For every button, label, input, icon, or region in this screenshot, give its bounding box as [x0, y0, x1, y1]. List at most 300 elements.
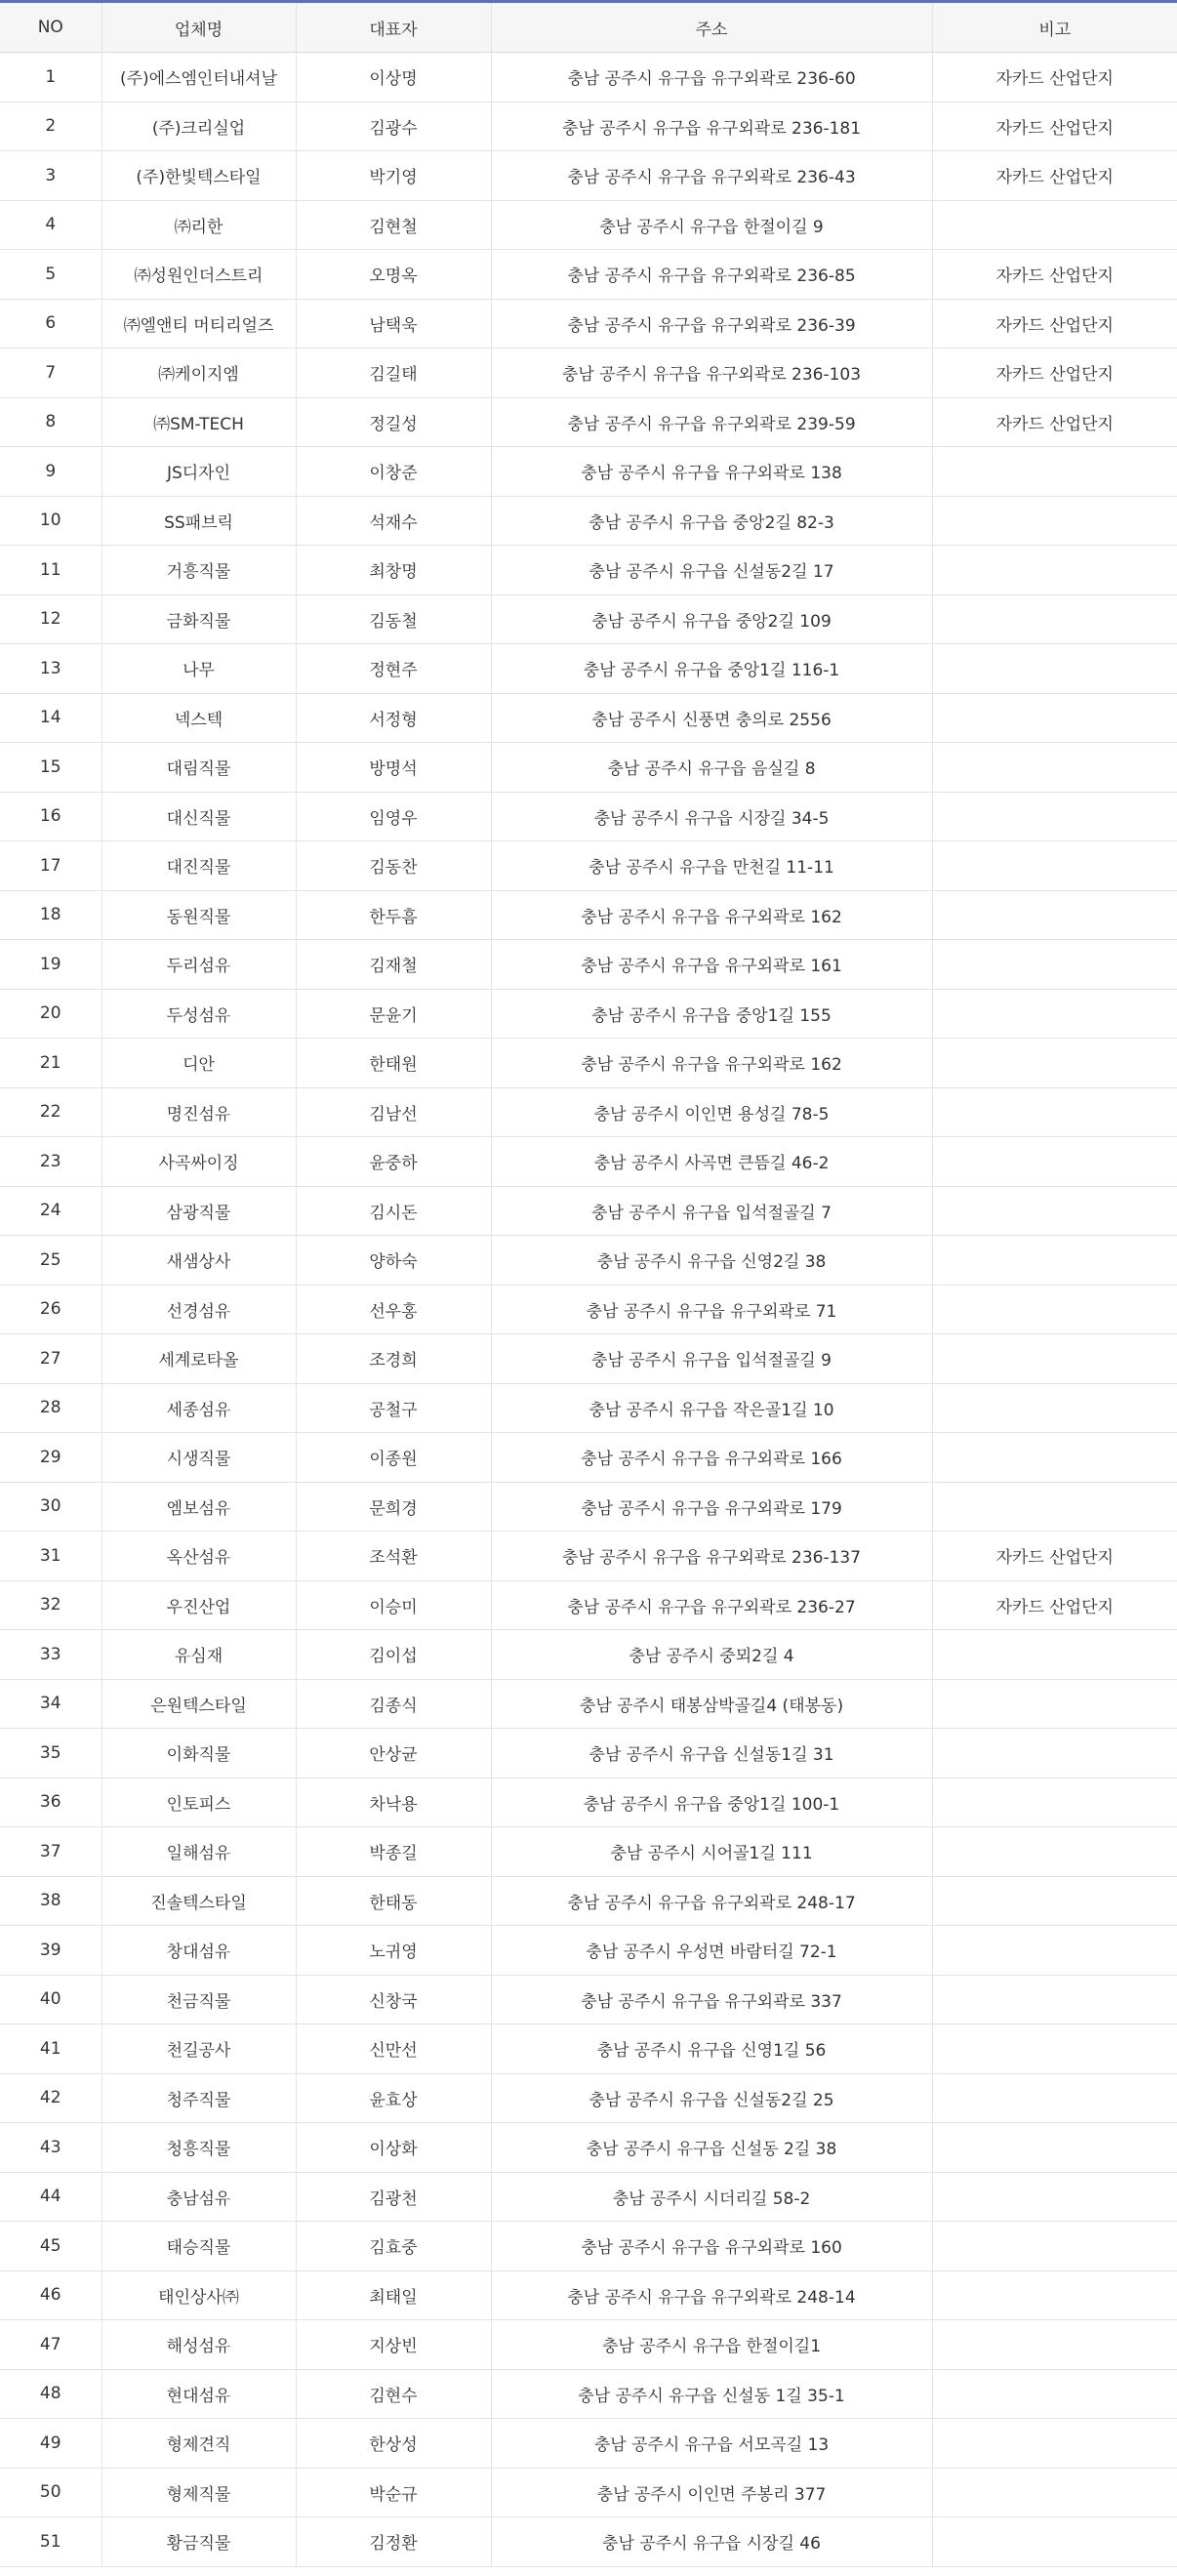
- cell-address: 충남 공주시 유구읍 유구외곽로 162: [491, 890, 932, 940]
- cell-company-name: 선경섬유: [101, 1285, 296, 1334]
- table-row: [0, 151, 1177, 201]
- cell-company-name: 태인상사㈜: [101, 2270, 296, 2320]
- cell-no: 29: [0, 1433, 101, 1483]
- cell-note: 자카드 산업단지: [932, 1580, 1177, 1630]
- cell-address: 충남 공주시 유구읍 한절이길 9: [491, 200, 932, 250]
- cell-address: 충남 공주시 유구읍 유구외곽로 179: [491, 1482, 932, 1532]
- table-row: [0, 1580, 1177, 1630]
- table-header: [0, 2, 1177, 53]
- cell-company-name: 두리섬유: [101, 940, 296, 990]
- cell-representative: 신만선: [296, 2024, 491, 2074]
- cell-address: 충남 공주시 유구읍 신설동2길 25: [491, 2073, 932, 2123]
- cell-representative: 김광천: [296, 2172, 491, 2222]
- cell-representative: 오명옥: [296, 250, 491, 300]
- table-row: [0, 1285, 1177, 1334]
- cell-no: 4: [0, 200, 101, 250]
- cell-note: [932, 594, 1177, 644]
- table-row: [0, 2024, 1177, 2074]
- table-row: [0, 2270, 1177, 2320]
- cell-company-name: 충남섬유: [101, 2172, 296, 2222]
- cell-no: 3: [0, 151, 101, 201]
- cell-no: 30: [0, 1482, 101, 1532]
- cell-representative: 김광수: [296, 102, 491, 151]
- cell-note: 자카드 산업단지: [932, 348, 1177, 398]
- cell-note: [932, 200, 1177, 250]
- cell-address: 충남 공주시 우성면 바람터길 72-1: [491, 1926, 932, 1976]
- cell-note: [932, 644, 1177, 694]
- cell-company-name: ㈜리한: [101, 200, 296, 250]
- cell-representative: 김시돈: [296, 1186, 491, 1236]
- cell-company-name: 유심재: [101, 1630, 296, 1680]
- table-row: [0, 693, 1177, 743]
- table-row: [0, 1186, 1177, 1236]
- cell-note: [932, 1285, 1177, 1334]
- cell-address: 충남 공주시 유구읍 신설동 2길 38: [491, 2123, 932, 2173]
- cell-address: 충남 공주시 유구읍 유구외곽로 248-14: [491, 2270, 932, 2320]
- cell-company-name: ㈜SM-TECH: [101, 397, 296, 447]
- cell-company-name: JS디자인: [101, 447, 296, 497]
- cell-note: [932, 2123, 1177, 2173]
- cell-representative: 남택욱: [296, 299, 491, 348]
- table-row: [0, 1236, 1177, 1286]
- cell-representative: 이창준: [296, 447, 491, 497]
- cell-note: [932, 1236, 1177, 1286]
- cell-no: 9: [0, 447, 101, 497]
- table-row: [0, 1729, 1177, 1779]
- cell-no: 24: [0, 1186, 101, 1236]
- cell-no: 25: [0, 1236, 101, 1286]
- cell-note: [932, 2073, 1177, 2123]
- table-row: [0, 1137, 1177, 1187]
- cell-address: 충남 공주시 시어골1길 111: [491, 1827, 932, 1877]
- cell-address: 충남 공주시 유구읍 중앙2길 82-3: [491, 496, 932, 546]
- cell-company-name: (주)에스엠인터내셔날: [101, 53, 296, 102]
- cell-representative: 이상화: [296, 2123, 491, 2173]
- cell-note: [932, 693, 1177, 743]
- table-row: [0, 841, 1177, 891]
- cell-no: 39: [0, 1926, 101, 1976]
- cell-representative: 이종원: [296, 1433, 491, 1483]
- cell-address: 충남 공주시 유구읍 신영2길 38: [491, 1236, 932, 1286]
- cell-no: 1: [0, 53, 101, 102]
- table-row: [0, 890, 1177, 940]
- cell-address: 충남 공주시 유구읍 유구외곽로 236-103: [491, 348, 932, 398]
- cell-note: [932, 447, 1177, 497]
- cell-no: 50: [0, 2468, 101, 2517]
- header-representative: 대표자: [296, 2, 491, 53]
- cell-company-name: 대진직물: [101, 841, 296, 891]
- cell-company-name: 엠보섬유: [101, 1482, 296, 1532]
- cell-address: 충남 공주시 유구읍 유구외곽로 236-43: [491, 151, 932, 201]
- cell-company-name: 해성섬유: [101, 2320, 296, 2370]
- cell-address: 충남 공주시 유구읍 중앙1길 100-1: [491, 1778, 932, 1827]
- cell-no: 21: [0, 1039, 101, 1088]
- table-row: [0, 2320, 1177, 2370]
- cell-representative: 박기영: [296, 151, 491, 201]
- cell-representative: 김동철: [296, 594, 491, 644]
- cell-representative: 한두흠: [296, 890, 491, 940]
- cell-company-name: 인토피스: [101, 1778, 296, 1827]
- header-no: NO: [0, 2, 101, 53]
- cell-representative: 한태원: [296, 1039, 491, 1088]
- cell-company-name: 대림직물: [101, 743, 296, 793]
- cell-representative: 이승미: [296, 1580, 491, 1630]
- cell-company-name: 청주직물: [101, 2073, 296, 2123]
- table-row: [0, 792, 1177, 841]
- table-row: [0, 1876, 1177, 1926]
- cell-no: 23: [0, 1137, 101, 1187]
- cell-address: 충남 공주시 이인면 용성길 78-5: [491, 1087, 932, 1137]
- cell-address: 충남 공주시 사곡면 큰뜸길 46-2: [491, 1137, 932, 1187]
- cell-note: [932, 743, 1177, 793]
- cell-representative: 김재철: [296, 940, 491, 990]
- cell-representative: 문희경: [296, 1482, 491, 1532]
- table-row: [0, 1087, 1177, 1137]
- cell-address: 충남 공주시 유구읍 유구외곽로 160: [491, 2222, 932, 2271]
- cell-note: [932, 1482, 1177, 1532]
- table-row: [0, 1630, 1177, 1680]
- header-note: 비고: [932, 2, 1177, 53]
- cell-address: 충남 공주시 유구읍 시장길 46: [491, 2517, 932, 2567]
- cell-address: 충남 공주시 유구읍 유구외곽로 236-60: [491, 53, 932, 102]
- cell-note: [932, 1729, 1177, 1779]
- cell-company-name: 황금직물: [101, 2517, 296, 2567]
- table-row: [0, 594, 1177, 644]
- cell-address: 충남 공주시 유구읍 유구외곽로 236-27: [491, 1580, 932, 1630]
- cell-no: 18: [0, 890, 101, 940]
- cell-address: 충남 공주시 유구읍 유구외곽로 236-181: [491, 102, 932, 151]
- table-row: [0, 1482, 1177, 1532]
- cell-no: 41: [0, 2024, 101, 2074]
- table-row: [0, 348, 1177, 398]
- cell-note: [932, 2517, 1177, 2567]
- cell-no: 37: [0, 1827, 101, 1877]
- cell-note: 자카드 산업단지: [932, 151, 1177, 201]
- cell-note: [932, 841, 1177, 891]
- cell-no: 35: [0, 1729, 101, 1779]
- cell-representative: 정길성: [296, 397, 491, 447]
- cell-company-name: 디안: [101, 1039, 296, 1088]
- cell-note: 자카드 산업단지: [932, 1532, 1177, 1581]
- cell-company-name: 세계로타올: [101, 1334, 296, 1384]
- cell-company-name: 거흥직물: [101, 546, 296, 595]
- cell-company-name: 태승직물: [101, 2222, 296, 2271]
- table-row: [0, 102, 1177, 151]
- cell-note: [932, 2369, 1177, 2419]
- cell-company-name: (주)크리실업: [101, 102, 296, 151]
- cell-address: 충남 공주시 유구읍 유구외곽로 166: [491, 1433, 932, 1483]
- cell-company-name: 청흥직물: [101, 2123, 296, 2173]
- cell-address: 충남 공주시 유구읍 중앙1길 116-1: [491, 644, 932, 694]
- cell-address: 충남 공주시 유구읍 유구외곽로 248-17: [491, 1876, 932, 1926]
- cell-company-name: 이화직물: [101, 1729, 296, 1779]
- cell-company-name: 진솔텍스타일: [101, 1876, 296, 1926]
- cell-no: 8: [0, 397, 101, 447]
- cell-address: 충남 공주시 태봉삼박골길4 (태봉동): [491, 1679, 932, 1729]
- cell-representative: 한태동: [296, 1876, 491, 1926]
- cell-address: 충남 공주시 유구읍 서모곡길 13: [491, 2419, 932, 2469]
- table-row: [0, 1679, 1177, 1729]
- cell-company-name: ㈜성원인더스트리: [101, 250, 296, 300]
- cell-no: 43: [0, 2123, 101, 2173]
- cell-address: 충남 공주시 유구읍 유구외곽로 236-85: [491, 250, 932, 300]
- cell-note: [932, 1383, 1177, 1433]
- cell-representative: 김효중: [296, 2222, 491, 2271]
- cell-no: 16: [0, 792, 101, 841]
- cell-no: 31: [0, 1532, 101, 1581]
- cell-note: [932, 1039, 1177, 1088]
- cell-company-name: SS패브릭: [101, 496, 296, 546]
- cell-representative: 최창명: [296, 546, 491, 595]
- cell-no: 36: [0, 1778, 101, 1827]
- table-row: [0, 53, 1177, 102]
- cell-representative: 조석환: [296, 1532, 491, 1581]
- cell-company-name: 형제견직: [101, 2419, 296, 2469]
- cell-company-name: 넥스텍: [101, 693, 296, 743]
- cell-note: [932, 1778, 1177, 1827]
- table-row: [0, 2419, 1177, 2469]
- cell-note: [932, 1827, 1177, 1877]
- table-row: [0, 2123, 1177, 2173]
- table-row: [0, 1975, 1177, 2024]
- cell-representative: 김현철: [296, 200, 491, 250]
- cell-representative: 김이섭: [296, 1630, 491, 1680]
- cell-representative: 박순규: [296, 2468, 491, 2517]
- table-row: [0, 2468, 1177, 2517]
- cell-no: 49: [0, 2419, 101, 2469]
- cell-no: 51: [0, 2517, 101, 2567]
- cell-note: [932, 1876, 1177, 1926]
- cell-address: 충남 공주시 유구읍 신설동 1길 35-1: [491, 2369, 932, 2419]
- cell-company-name: ㈜케이지엠: [101, 348, 296, 398]
- cell-representative: 김남선: [296, 1087, 491, 1137]
- cell-company-name: 사곡싸이징: [101, 1137, 296, 1187]
- cell-note: 자카드 산업단지: [932, 397, 1177, 447]
- cell-company-name: 천길공사: [101, 2024, 296, 2074]
- cell-address: 충남 공주시 유구읍 신영1길 56: [491, 2024, 932, 2074]
- table-row: [0, 496, 1177, 546]
- header-address: 주소: [491, 2, 932, 53]
- cell-representative: 윤중하: [296, 1137, 491, 1187]
- table-row: [0, 644, 1177, 694]
- cell-company-name: 시생직물: [101, 1433, 296, 1483]
- cell-no: 27: [0, 1334, 101, 1384]
- cell-address: 충남 공주시 유구읍 유구외곽로 71: [491, 1285, 932, 1334]
- cell-note: [932, 2270, 1177, 2320]
- cell-representative: 선우홍: [296, 1285, 491, 1334]
- cell-company-name: 금화직물: [101, 594, 296, 644]
- header-company-name: 업체명: [101, 2, 296, 53]
- cell-representative: 최태일: [296, 2270, 491, 2320]
- cell-company-name: 삼광직물: [101, 1186, 296, 1236]
- cell-no: 13: [0, 644, 101, 694]
- cell-representative: 김현수: [296, 2369, 491, 2419]
- cell-note: [932, 940, 1177, 990]
- cell-address: 충남 공주시 유구읍 유구외곽로 162: [491, 1039, 932, 1088]
- cell-note: 자카드 산업단지: [932, 250, 1177, 300]
- cell-address: 충남 공주시 유구읍 유구외곽로 236-39: [491, 299, 932, 348]
- cell-no: 48: [0, 2369, 101, 2419]
- cell-company-name: 나무: [101, 644, 296, 694]
- cell-no: 32: [0, 1580, 101, 1630]
- table-row: [0, 1926, 1177, 1976]
- cell-company-name: 일해섬유: [101, 1827, 296, 1877]
- cell-company-name: ㈜엘앤티 머티리얼즈: [101, 299, 296, 348]
- cell-address: 충남 공주시 시더리길 58-2: [491, 2172, 932, 2222]
- cell-note: 자카드 산업단지: [932, 53, 1177, 102]
- cell-address: 충남 공주시 유구읍 유구외곽로 161: [491, 940, 932, 990]
- cell-note: [932, 1630, 1177, 1680]
- cell-no: 33: [0, 1630, 101, 1680]
- cell-note: [932, 496, 1177, 546]
- table-row: [0, 2517, 1177, 2567]
- table-row: [0, 1532, 1177, 1581]
- cell-company-name: 명진섬유: [101, 1087, 296, 1137]
- cell-company-name: 옥산섬유: [101, 1532, 296, 1581]
- cell-address: 충남 공주시 유구읍 한절이길1: [491, 2320, 932, 2370]
- cell-representative: 안상균: [296, 1729, 491, 1779]
- cell-representative: 차낙용: [296, 1778, 491, 1827]
- table-row: [0, 2172, 1177, 2222]
- cell-no: 26: [0, 1285, 101, 1334]
- cell-note: [932, 792, 1177, 841]
- cell-company-name: 창대섬유: [101, 1926, 296, 1976]
- cell-representative: 박종길: [296, 1827, 491, 1877]
- table-row: [0, 1433, 1177, 1483]
- cell-address: 충남 공주시 유구읍 음실길 8: [491, 743, 932, 793]
- cell-note: [932, 2320, 1177, 2370]
- cell-no: 6: [0, 299, 101, 348]
- cell-company-name: 새샘상사: [101, 1236, 296, 1286]
- cell-representative: 김길태: [296, 348, 491, 398]
- cell-company-name: 은원텍스타일: [101, 1679, 296, 1729]
- cell-note: [932, 1087, 1177, 1137]
- cell-no: 22: [0, 1087, 101, 1137]
- cell-address: 충남 공주시 유구읍 신설동2길 17: [491, 546, 932, 595]
- cell-note: [932, 1334, 1177, 1384]
- table-row: [0, 989, 1177, 1039]
- table-body: [0, 53, 1177, 2567]
- cell-note: [932, 2468, 1177, 2517]
- header-row: [0, 2, 1177, 53]
- cell-note: [932, 2172, 1177, 2222]
- cell-note: [932, 989, 1177, 1039]
- cell-no: 15: [0, 743, 101, 793]
- table-row: [0, 2222, 1177, 2271]
- cell-note: 자카드 산업단지: [932, 102, 1177, 151]
- cell-representative: 정현주: [296, 644, 491, 694]
- cell-representative: 조경희: [296, 1334, 491, 1384]
- cell-company-name: 우진산업: [101, 1580, 296, 1630]
- cell-representative: 방명석: [296, 743, 491, 793]
- cell-representative: 이상명: [296, 53, 491, 102]
- cell-no: 14: [0, 693, 101, 743]
- cell-representative: 한상성: [296, 2419, 491, 2469]
- table-row: [0, 397, 1177, 447]
- cell-address: 충남 공주시 유구읍 유구외곽로 239-59: [491, 397, 932, 447]
- cell-address: 충남 공주시 이인면 주봉리 377: [491, 2468, 932, 2517]
- cell-no: 47: [0, 2320, 101, 2370]
- cell-no: 46: [0, 2270, 101, 2320]
- cell-representative: 김종식: [296, 1679, 491, 1729]
- cell-representative: 김동찬: [296, 841, 491, 891]
- cell-address: 충남 공주시 유구읍 작은골1길 10: [491, 1383, 932, 1433]
- cell-note: [932, 1433, 1177, 1483]
- cell-no: 44: [0, 2172, 101, 2222]
- cell-company-name: (주)한빛텍스타일: [101, 151, 296, 201]
- cell-company-name: 세종섬유: [101, 1383, 296, 1433]
- cell-representative: 윤효상: [296, 2073, 491, 2123]
- cell-note: [932, 546, 1177, 595]
- cell-note: [932, 2024, 1177, 2074]
- cell-address: 충남 공주시 유구읍 입석절골길 9: [491, 1334, 932, 1384]
- table-row: [0, 1827, 1177, 1877]
- cell-representative: 노귀영: [296, 1926, 491, 1976]
- cell-address: 충남 공주시 유구읍 중앙1길 155: [491, 989, 932, 1039]
- cell-note: [932, 890, 1177, 940]
- cell-note: [932, 1975, 1177, 2024]
- cell-no: 10: [0, 496, 101, 546]
- cell-company-name: 현대섬유: [101, 2369, 296, 2419]
- cell-address: 충남 공주시 유구읍 신설동1길 31: [491, 1729, 932, 1779]
- table-row: [0, 1383, 1177, 1433]
- cell-no: 12: [0, 594, 101, 644]
- cell-no: 17: [0, 841, 101, 891]
- table-row: [0, 743, 1177, 793]
- cell-address: 충남 공주시 유구읍 시장길 34-5: [491, 792, 932, 841]
- table-row: [0, 2073, 1177, 2123]
- cell-company-name: 천금직물: [101, 1975, 296, 2024]
- cell-no: 34: [0, 1679, 101, 1729]
- cell-no: 28: [0, 1383, 101, 1433]
- cell-representative: 신창국: [296, 1975, 491, 2024]
- cell-company-name: 대신직물: [101, 792, 296, 841]
- table-row: [0, 1778, 1177, 1827]
- cell-no: 11: [0, 546, 101, 595]
- cell-representative: 지상빈: [296, 2320, 491, 2370]
- cell-representative: 문윤기: [296, 989, 491, 1039]
- cell-note: [932, 2222, 1177, 2271]
- cell-representative: 서정형: [296, 693, 491, 743]
- cell-note: 자카드 산업단지: [932, 299, 1177, 348]
- cell-address: 충남 공주시 유구읍 유구외곽로 337: [491, 1975, 932, 2024]
- cell-company-name: 동원직물: [101, 890, 296, 940]
- cell-representative: 석재수: [296, 496, 491, 546]
- cell-no: 40: [0, 1975, 101, 2024]
- cell-no: 2: [0, 102, 101, 151]
- table-row: [0, 200, 1177, 250]
- cell-address: 충남 공주시 유구읍 유구외곽로 138: [491, 447, 932, 497]
- cell-no: 5: [0, 250, 101, 300]
- table-row: [0, 546, 1177, 595]
- cell-no: 7: [0, 348, 101, 398]
- cell-representative: 임영우: [296, 792, 491, 841]
- cell-address: 충남 공주시 유구읍 입석절골길 7: [491, 1186, 932, 1236]
- cell-address: 충남 공주시 유구읍 만천길 11-11: [491, 841, 932, 891]
- table-row: [0, 250, 1177, 300]
- cell-address: 충남 공주시 중뫼2길 4: [491, 1630, 932, 1680]
- cell-no: 19: [0, 940, 101, 990]
- cell-company-name: 형제직물: [101, 2468, 296, 2517]
- cell-company-name: 두성섬유: [101, 989, 296, 1039]
- cell-representative: 김정환: [296, 2517, 491, 2567]
- cell-no: 42: [0, 2073, 101, 2123]
- cell-note: [932, 1186, 1177, 1236]
- table-row: [0, 447, 1177, 497]
- table-row: [0, 1334, 1177, 1384]
- cell-note: [932, 1679, 1177, 1729]
- table-row: [0, 940, 1177, 990]
